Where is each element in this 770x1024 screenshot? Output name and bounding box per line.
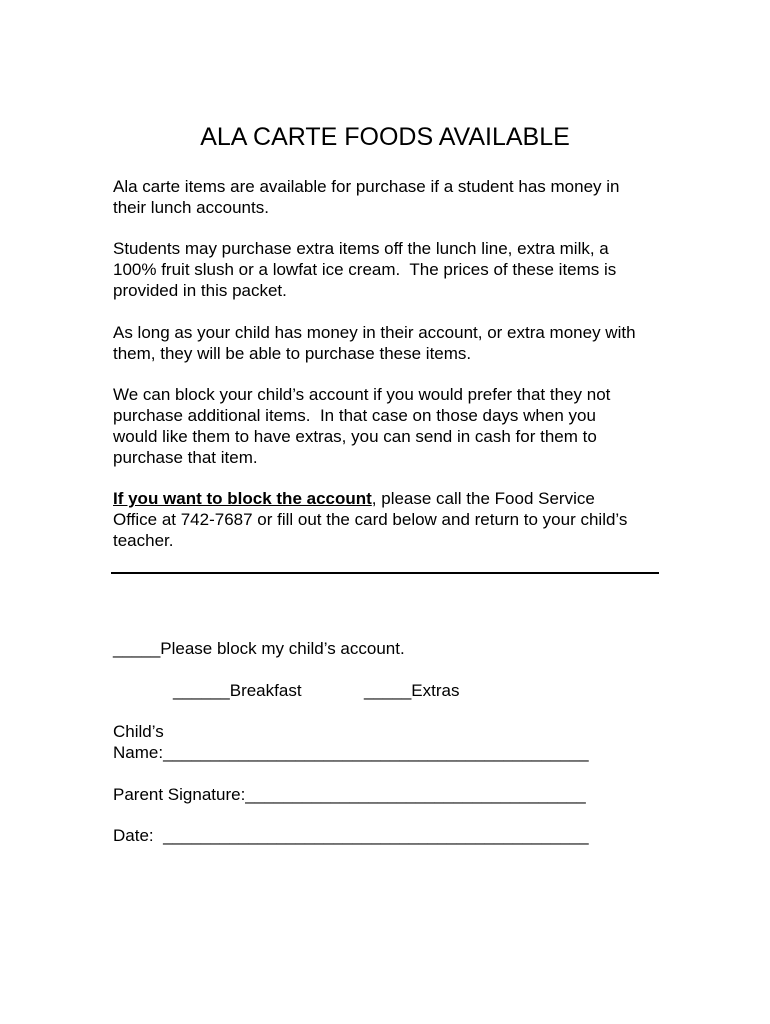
text-line: their lunch accounts. bbox=[113, 198, 269, 217]
block-account-emphasis: If you want to block the account bbox=[113, 489, 372, 508]
text-line: purchase additional items. In that case on those days when you bbox=[113, 406, 596, 425]
text-line: Ala carte items are available for purchase if a student has money in bbox=[113, 177, 620, 196]
childs-name-field[interactable]: Name:_____________________________________________ bbox=[113, 743, 589, 762]
text-line: Students may purchase extra items off the lunch line, extra milk, a bbox=[113, 239, 609, 258]
text-line bbox=[113, 488, 673, 509]
childs-name-label: Child’s bbox=[113, 722, 164, 741]
text-line: Office at 742-7687 or fill out the card below and return to your child’s bbox=[113, 510, 628, 529]
intro-paragraph bbox=[113, 176, 673, 218]
text-line: purchase that item. bbox=[113, 448, 258, 467]
block-account-checkbox-line[interactable]: _____Please block my child’s account. bbox=[113, 639, 405, 658]
extra-items-paragraph bbox=[113, 238, 673, 301]
money-paragraph bbox=[113, 322, 673, 364]
text-line: 100% fruit slush or a lowfat ice cream. The prices of these items is bbox=[113, 260, 617, 279]
text-line: teacher. bbox=[113, 531, 174, 550]
extras-option-line[interactable]: _____Extras bbox=[364, 681, 460, 700]
text-span: , please call the Food Service bbox=[371, 489, 595, 508]
parent-signature-field[interactable]: Parent Signature:____________________________________ bbox=[113, 785, 586, 804]
text-line: As long as your child has money in their account, or extra money with bbox=[113, 323, 636, 342]
block-instructions-paragraph bbox=[113, 488, 673, 551]
breakfast-option-line[interactable]: ______Breakfast bbox=[173, 681, 302, 700]
cut-line-divider bbox=[111, 572, 659, 574]
text-line: We can block your child’s account if you would prefer that they not bbox=[113, 385, 611, 404]
text-line: provided in this packet. bbox=[113, 281, 287, 300]
text-line: them, they will be able to purchase these items. bbox=[113, 344, 472, 363]
block-option-paragraph bbox=[113, 384, 673, 468]
date-field[interactable]: Date: _____________________________________________ bbox=[113, 826, 589, 845]
text-line: would like them to have extras, you can send in cash for them to bbox=[113, 427, 597, 446]
document-title: ALA CARTE FOODS AVAILABLE bbox=[200, 123, 570, 151]
